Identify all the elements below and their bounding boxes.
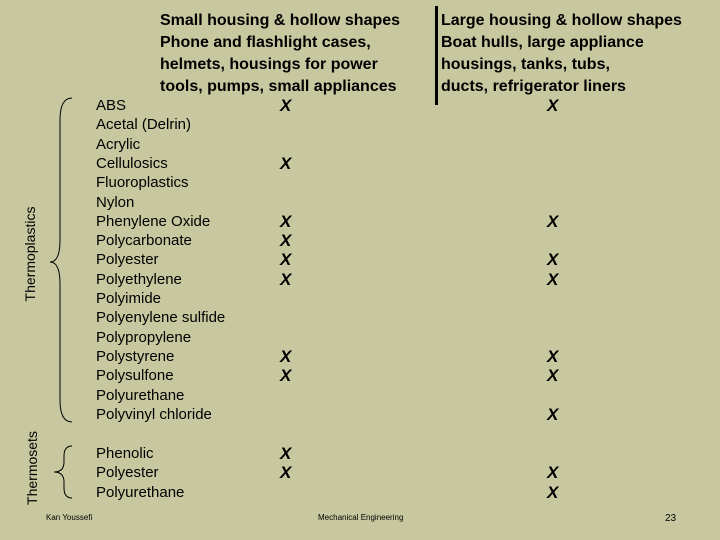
material-name: Polyethylene xyxy=(96,270,182,288)
large-mark: X xyxy=(547,482,559,502)
small-mark: X xyxy=(280,231,292,251)
material-name: Polystyrene xyxy=(96,347,175,365)
column-desc-large-3: ducts, refrigerator liners xyxy=(441,78,626,95)
small-mark: X xyxy=(280,153,292,173)
material-name: Polyester xyxy=(96,251,159,269)
large-mark: X xyxy=(547,250,559,270)
large-mark: X xyxy=(547,269,559,289)
thermoplastics-label: Thermoplastics xyxy=(22,206,38,302)
material-name: Polysulfone xyxy=(96,367,174,385)
material-name: Phenolic xyxy=(96,445,154,462)
table-row xyxy=(0,308,720,327)
large-mark: X xyxy=(547,463,559,483)
small-mark: X xyxy=(280,444,292,463)
large-mark: X xyxy=(547,96,559,115)
table-row xyxy=(0,444,720,463)
table-row xyxy=(0,231,720,250)
table-row xyxy=(0,328,720,347)
thermosets-label: Thermosets xyxy=(24,431,40,505)
material-name: Polyester xyxy=(96,464,159,482)
material-name: Acetal (Delrin) xyxy=(96,116,192,134)
material-name: Polyenylene sulfide xyxy=(96,309,226,327)
table-row xyxy=(0,135,720,154)
table-row xyxy=(0,289,720,308)
small-mark: X xyxy=(280,366,292,386)
column-desc-small-2: helmets, housings for power xyxy=(160,56,378,73)
material-name: Nylon xyxy=(96,193,135,211)
table-row xyxy=(0,347,720,366)
table-row xyxy=(0,96,720,115)
material-name: Polyvinyl chloride xyxy=(96,405,212,423)
footer-author: Kan Youssefi xyxy=(46,513,93,522)
table-row xyxy=(0,154,720,173)
small-mark: X xyxy=(280,346,292,366)
small-mark: X xyxy=(280,463,292,483)
material-name: Polypropylene xyxy=(96,328,192,346)
column-header-small xyxy=(160,10,400,98)
table-row xyxy=(0,193,720,212)
large-mark: X xyxy=(547,211,559,231)
small-mark: X xyxy=(280,269,292,289)
table-row xyxy=(0,173,720,192)
material-name: Cellulosics xyxy=(96,154,168,172)
material-name: Polyimide xyxy=(96,290,162,307)
table-row xyxy=(0,270,720,289)
column-divider xyxy=(435,6,438,105)
table-row xyxy=(0,115,720,134)
material-name: Polycarbonate xyxy=(96,232,192,250)
material-name: ABS xyxy=(96,97,127,114)
footer-course: Mechanical Engineering xyxy=(318,513,404,522)
small-mark: X xyxy=(280,96,292,115)
small-mark: X xyxy=(280,250,292,270)
column-title-small: Small housing & hollow shapes xyxy=(160,12,401,29)
material-name: Fluoroplastics xyxy=(96,174,189,192)
table-row xyxy=(0,250,720,269)
small-mark: X xyxy=(280,211,292,231)
column-desc-large-1: Boat hulls, large appliance xyxy=(441,34,644,51)
column-title-large: Large housing & hollow shapes xyxy=(441,12,682,29)
material-name: Polyurethane xyxy=(96,386,185,404)
large-mark: X xyxy=(547,404,559,424)
table-row xyxy=(0,463,720,482)
column-desc-small-1: Phone and flashlight cases, xyxy=(160,34,371,51)
table-row xyxy=(0,212,720,231)
column-header-large xyxy=(441,10,682,98)
page-number: 23 xyxy=(665,513,677,524)
table-row xyxy=(0,405,720,424)
table-row xyxy=(0,483,720,502)
material-name: Acrylic xyxy=(96,135,141,153)
table-row xyxy=(0,386,720,405)
material-name: Polyurethane xyxy=(96,483,185,501)
material-name: Phenylene Oxide xyxy=(96,212,211,230)
table-row xyxy=(0,366,720,385)
large-mark: X xyxy=(547,366,559,386)
column-desc-small-3: tools, pumps, small appliances xyxy=(160,78,397,95)
column-desc-large-2: housings, tanks, tubs, xyxy=(441,56,610,73)
large-mark: X xyxy=(547,346,559,366)
